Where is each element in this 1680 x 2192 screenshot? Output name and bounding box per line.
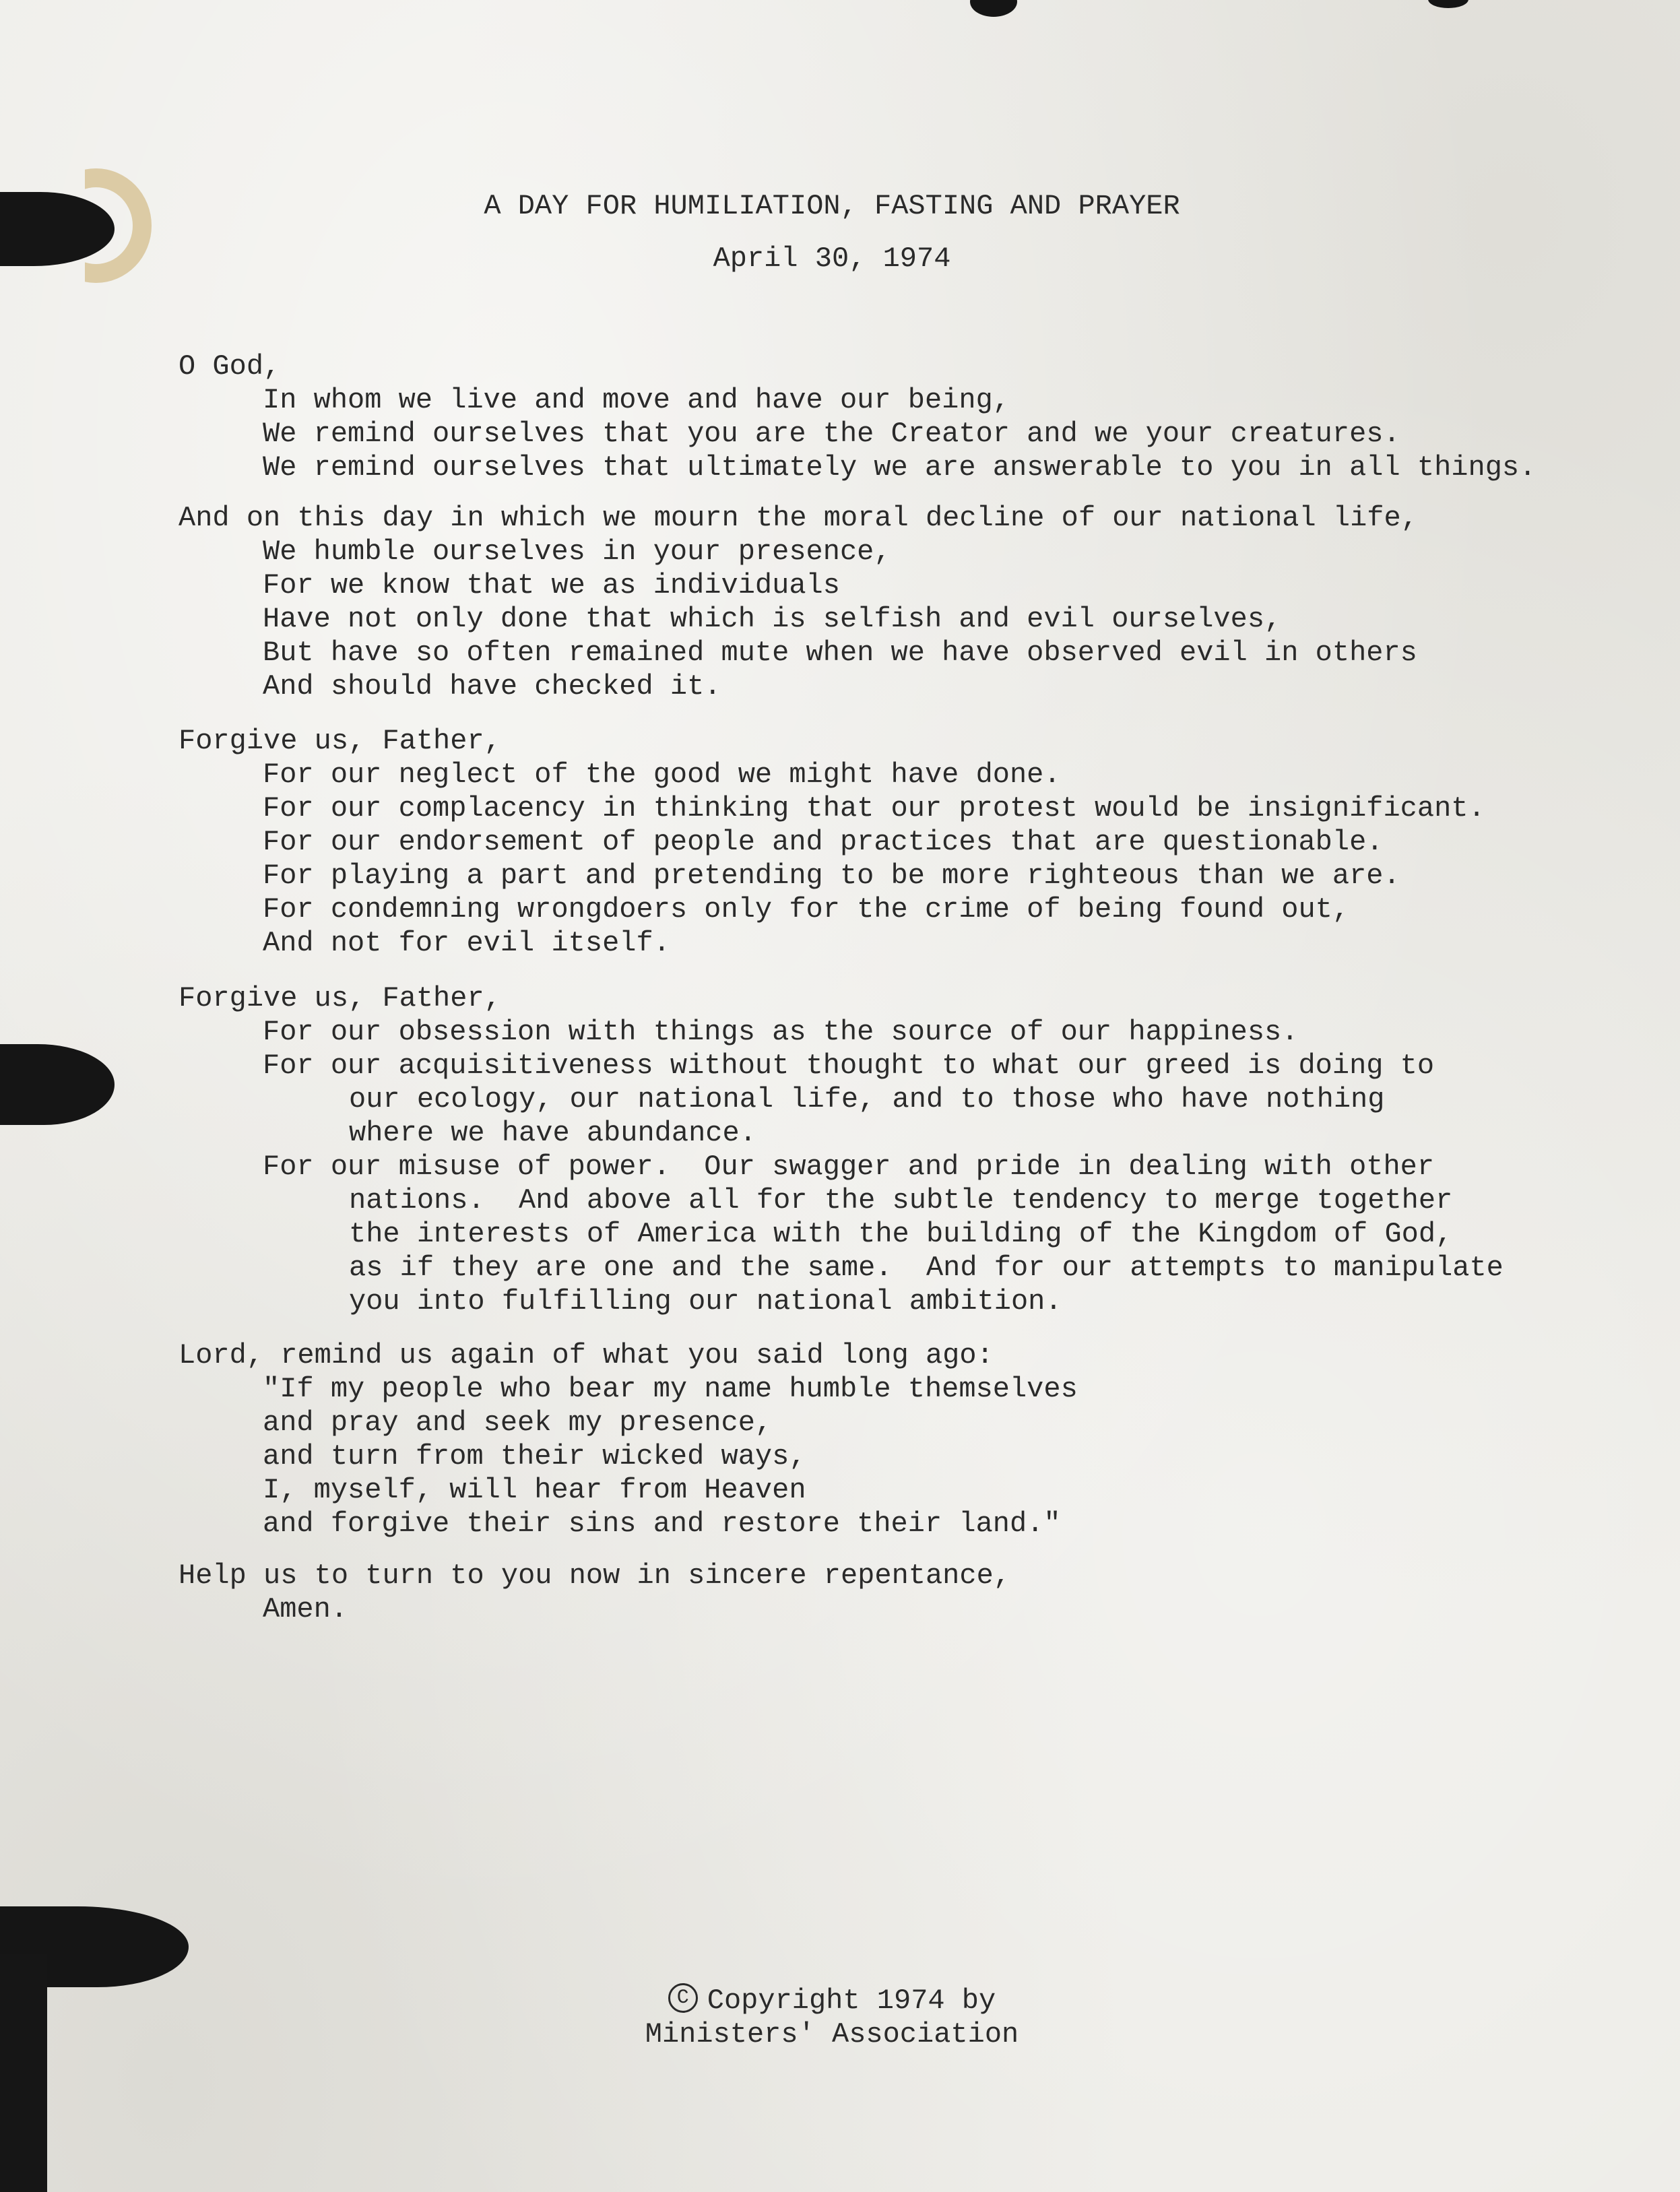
prayer-line: and pray and seek my presence, [263,1407,773,1439]
copyright-symbol: C [668,1983,698,2013]
prayer-line: And not for evil itself. [263,927,670,959]
prayer-line: where we have abundance. [349,1117,756,1149]
prayer-line: Amen. [263,1593,348,1625]
prayer-line: For our misuse of power. Our swagger and pride in dealing with other [263,1151,1435,1183]
copyright-notice [0,1984,1664,2051]
prayer-line: For our complacency in thinking that our protest would be insignificant. [263,792,1485,825]
prayer-line: But have so often remained mute when we have observed evil in others [263,637,1417,669]
prayer-line: For our obsession with things as the source of our happiness. [263,1016,1299,1048]
prayer-line: you into fulfilling our national ambition. [349,1285,1062,1318]
prayer-line: the interests of America with the building of the Kingdom of God, [349,1218,1453,1250]
document-date: April 30, 1974 [713,243,951,275]
copyright-line-1 [0,1984,1664,2018]
prayer-line: as if they are one and the same. And for our attempts to manipulate [349,1252,1504,1284]
copyright-line-2: Ministers' Association [645,2018,1019,2051]
prayer-line: and turn from their wicked ways, [263,1440,806,1473]
prayer-line: For we know that we as individuals [263,569,840,602]
prayer-line: And on this day in which we mourn the moral decline of our national life, [179,502,1418,534]
prayer-line: our ecology, our national life, and to those who have nothing [349,1083,1385,1116]
prayer-line: Help us to turn to you now in sincere repentance, [179,1559,1011,1592]
prayer-line: We remind ourselves that ultimately we are answerable to you in all things. [263,451,1537,484]
prayer-line: For our neglect of the good we might have done. [263,759,1061,791]
prayer-line: O God, [179,350,281,383]
prayer-line: "If my people who bear my name humble themselves [263,1373,1078,1405]
prayer-line: and forgive their sins and restore their land." [263,1508,1061,1540]
prayer-line: For condemning wrongdoers only for the crime of being found out, [263,893,1350,926]
prayer-line: Forgive us, Father, [179,982,501,1014]
prayer-line: Have not only done that which is selfish and evil ourselves, [263,603,1282,635]
prayer-line: nations. And above all for the subtle tendency to merge together [349,1184,1453,1217]
prayer-line: We humble ourselves in your presence, [263,536,891,568]
prayer-line: Forgive us, Father, [179,725,501,757]
prayer-line: In whom we live and move and have our being, [263,384,1010,416]
document-title: A DAY FOR HUMILIATION, FASTING AND PRAYER [484,190,1180,222]
prayer-line: For our endorsement of people and practices that are questionable. [263,826,1384,858]
prayer-line: For our acquisitiveness without thought to what our greed is doing to [263,1050,1435,1082]
prayer-line: For playing a part and pretending to be more righteous than we are. [263,860,1400,892]
prayer-line: I, myself, will hear from Heaven [263,1474,806,1506]
copyright-text: Copyright 1974 by [707,1985,996,2017]
prayer-line: We remind ourselves that you are the Creator and we your creatures. [263,418,1400,450]
prayer-line: Lord, remind us again of what you said long ago: [179,1339,994,1372]
prayer-line: And should have checked it. [263,670,721,703]
